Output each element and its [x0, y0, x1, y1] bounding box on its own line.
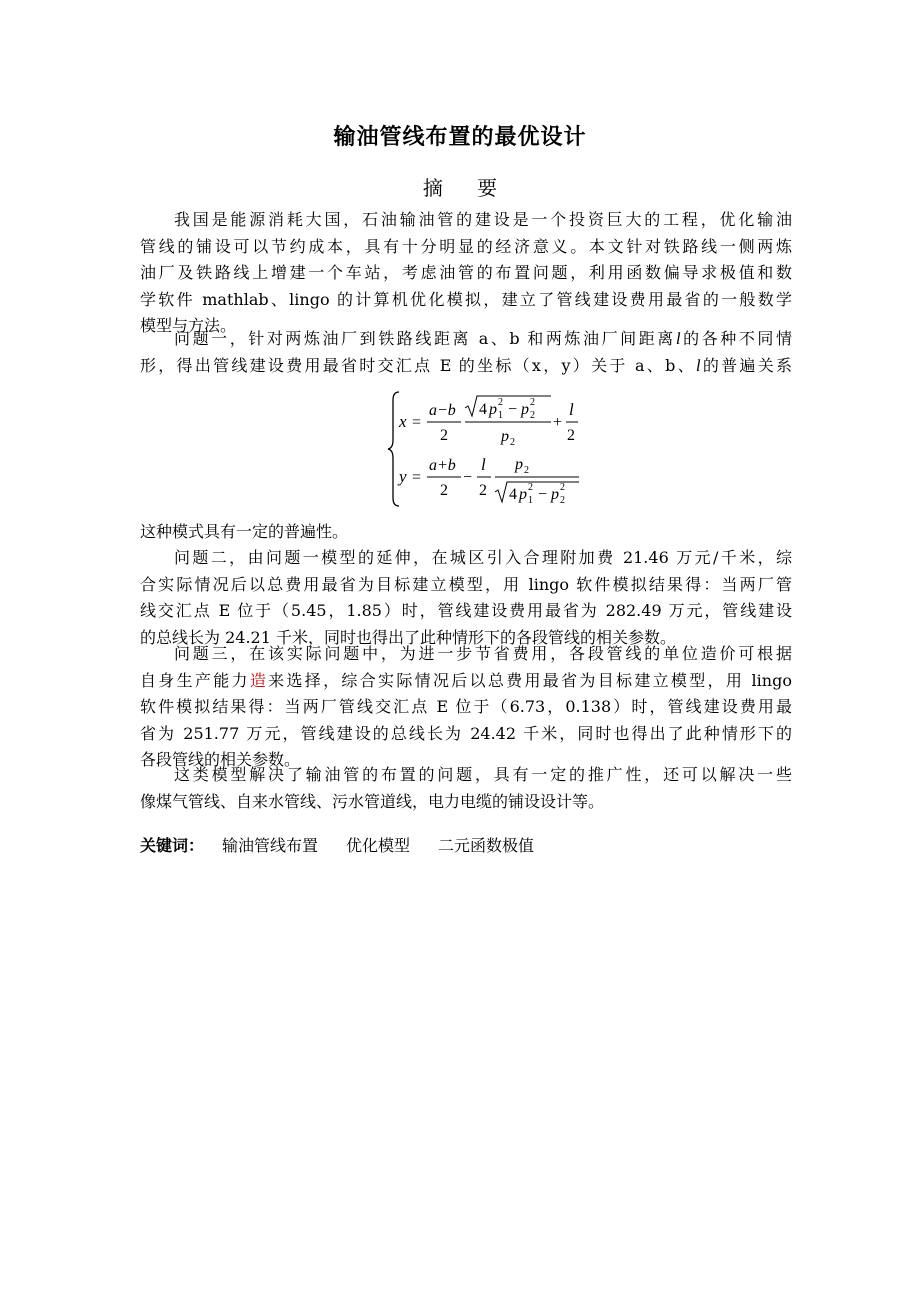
left-brace [388, 392, 399, 506]
formula-l: l [481, 455, 486, 474]
formula-x: x [399, 412, 407, 431]
abstract-paragraph-1 [140, 207, 792, 340]
variable-l: l [675, 329, 681, 348]
formula-eq: = [412, 414, 422, 431]
paper-title: 输油管线布置的最优设计 [333, 125, 587, 150]
text-line: 管线的铺设可以节约成本，具有十分明显的经济意义。本文针对铁路线一侧两炼 [140, 236, 792, 256]
formula-y: y [399, 467, 407, 486]
formula-den-2: 2 [440, 482, 448, 499]
text-line [140, 353, 792, 380]
text-line: 这类模型解决了输油管的布置的问题，具有一定的推广性，还可以解决一些 [174, 765, 792, 784]
keyword: 二元函数极值 [438, 836, 535, 855]
text-line: 的总线长为 24.21 千米，同时也得出了此种情形下的各段管线的相关参数。 [140, 627, 676, 647]
text-line: 油厂及铁路线上增建一个车站，考虑油管的布置问题，利用函数偏导求极值和数 [140, 263, 792, 282]
text-fragment: 自身生产能力 [140, 670, 250, 690]
formula-sub: 2 [530, 410, 535, 421]
text-fragment: 的普遍关系 [700, 355, 792, 375]
text-fragment: 形，得出管线建设费用最省时交汇点 E 的坐标（x，y）关于 a、b、 [140, 355, 696, 375]
variable-l: l [695, 355, 701, 375]
formula-den-2: 2 [479, 482, 487, 499]
keyword: 优化模型 [346, 836, 411, 855]
abstract-paragraph-6 [140, 762, 792, 815]
keywords-line [140, 833, 534, 856]
keywords-label: 关键词： [140, 836, 205, 855]
formula-system [385, 388, 585, 510]
abstract-paragraph-5 [140, 641, 792, 774]
text-line: 我国是能源消耗大国，石油输油管的建设是一个投资巨大的工程，优化输油 [174, 210, 792, 229]
formula-eq: = [412, 469, 422, 486]
abstract-paragraph-4 [140, 545, 792, 651]
formula-p: p [521, 401, 529, 418]
text-line: 像煤气管线、自来水管线、污水管道线，电力电缆的铺设设计等。 [140, 791, 605, 811]
sqrt-sign [495, 482, 579, 502]
text-line: 问题二，由问题一模型的延伸，在城区引入合理附加费 21.46 万元/千米，综 [174, 548, 792, 567]
text-line: 线交汇点 E 位于（5.45，1.85）时，管线建设费用最省为 282.49 万元，管线建设 [140, 601, 792, 620]
formula-p: p [501, 428, 509, 445]
formula-sub: 1 [528, 495, 533, 506]
formula-plus: + [553, 414, 563, 431]
formula-four: 4 [479, 401, 487, 418]
text-fragment: 的各种不同情 [680, 329, 792, 348]
text-line: 合实际情况后以总费用最省为目标建立模型，用 lingo 软件模拟结果得：当两厂管 [140, 574, 792, 594]
formula-num-a-plus-b: a+b [429, 457, 456, 474]
formula-four: 4 [509, 486, 517, 503]
formula-minus: − [508, 401, 518, 418]
formula-p: p [519, 486, 527, 503]
formula-minus: − [538, 486, 548, 503]
text-line: 软件模拟结果得：当两厂管线交汇点 E 位于（6.73，0.138）时，管线建设费用最 [140, 697, 792, 716]
formula-sub: 2 [510, 437, 515, 448]
formula-sub: 2 [560, 495, 565, 506]
abstract-paragraph-3 [140, 519, 792, 546]
abstract-heading: 摘 要 [422, 176, 512, 200]
text-line: 模型与方法。 [140, 316, 237, 335]
formula-p: p [515, 456, 523, 473]
text-line: 这种模式具有一定的普遍性。 [140, 522, 349, 541]
formula-num-a-minus-b: a−b [429, 402, 456, 419]
formula-den-2: 2 [567, 427, 575, 444]
formula-sup: 2 [528, 482, 533, 493]
text-line: 各段管线的相关参数。 [140, 750, 301, 769]
formula-den-2: 2 [440, 427, 448, 444]
keyword: 输油管线布置 [222, 836, 319, 855]
formula-sup: 2 [560, 482, 565, 493]
formula-p: p [489, 401, 497, 418]
formula-sub: 2 [524, 465, 529, 476]
text-fragment: 问题一，针对两炼油厂到铁路线距离 a、b 和两炼油厂间距离 [174, 329, 676, 348]
formula-p: p [551, 486, 559, 503]
text-line: 省为 251.77 万元，管线建设的总线长为 24.42 千米，同时也得出了此种情形下的 [140, 723, 792, 743]
text-fragment: 来选择，综合实际情况后以总费用最省为目标建立模型，用 lingo [268, 670, 792, 690]
text-line [140, 668, 792, 695]
abstract-paragraph-2 [140, 326, 792, 379]
text-line: 学软件 mathlab、lingo 的计算机优化模拟，建立了管线建设费用最省的一般数学 [140, 289, 792, 309]
formula-minus: − [463, 469, 473, 486]
text-line [140, 326, 792, 353]
text-line: 问题三，在该实际问题中，为进一步节省费用，各段管线的单位造价可根据 [174, 644, 792, 663]
highlighted-character: 造 [249, 670, 269, 690]
formula-l: l [569, 400, 574, 419]
formula-sup: 2 [530, 397, 535, 408]
formula-sub: 1 [498, 410, 503, 421]
formula-sup: 2 [498, 397, 503, 408]
